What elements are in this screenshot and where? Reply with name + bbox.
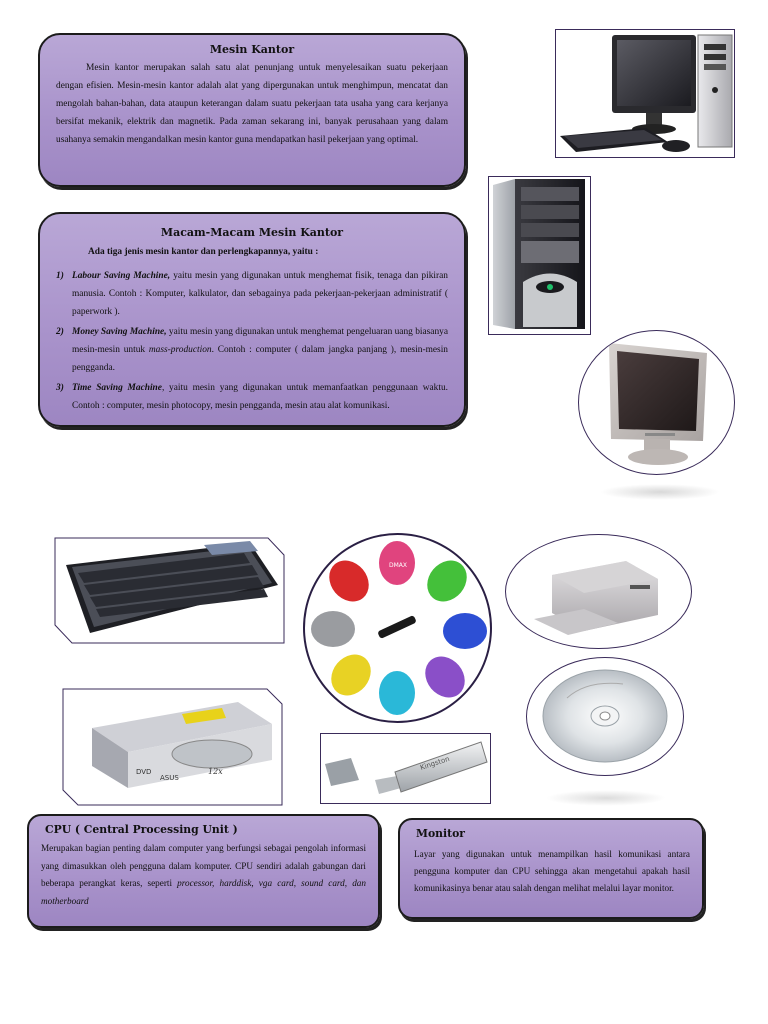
machine-types-list xyxy=(56,267,448,415)
cpu-box xyxy=(27,814,380,928)
macam-mesin-title: Macam-Macam Mesin Kantor xyxy=(160,226,344,239)
term-time-saving: Time Saving Machine xyxy=(72,383,162,393)
monitor-title: Monitor xyxy=(416,827,465,840)
monitor-shadow xyxy=(600,484,720,500)
dvd-drive-image xyxy=(62,688,283,806)
monitor-image xyxy=(578,330,735,475)
cpu-title: CPU ( Central Processing Unit ) xyxy=(45,823,238,836)
flash-brand-label: Kingston xyxy=(419,754,451,772)
cpu-components-text: processor, harddisk, vga card, sound card, dan motherboard xyxy=(41,878,366,906)
mesin-kantor-text: Mesin kantor merupakan salah satu alat penunjang untuk menyelesaikan suatu pekerjaan dengan efisien. Mesin-mesin kantor adalah alat yang dipergunakan untuk menghimpun, mencatat dan mengolah bahan-bahan, data ataupun keterangan dalam suatu pekerjaan tata usaha yang cara kerjanya bersifat mekanik, elektrik dan magnetik. Pada zaman sekarang ini, banyak perusahaan yang dalam usahanya semakin mengandalkan mesin kantor guna mendapatkan hasil pekerjaan yang optimal. xyxy=(56,63,448,145)
list-item xyxy=(56,323,448,377)
printer-icon xyxy=(506,535,691,648)
list-item-text: yaitu mesin yang digunakan untuk menghemat fisik, tenaga dan pikiran manusia. Contoh : Komputer, kalkulator, dan sebagainya pada pekerjaan-pekerjaan administratif ( paperwork ). xyxy=(72,271,448,317)
cd-shadow xyxy=(546,790,666,806)
mesin-kantor-title: Mesin Kantor xyxy=(209,43,295,56)
list-number: 1) xyxy=(56,271,64,281)
keyboard-image xyxy=(54,537,285,644)
flash-drive-icon xyxy=(321,734,490,803)
macam-mesin-intro: Ada tiga jenis mesin kantor dan perlengkapannya, yaitu : xyxy=(88,247,319,257)
desktop-computer-image xyxy=(555,29,735,158)
mice-icon xyxy=(305,535,490,721)
list-item-text: . Contoh : computer ( dalam jangka panjang ), mesin-mesin pengganda. xyxy=(72,345,448,373)
monitor-icon xyxy=(579,331,734,474)
keyboard-icon xyxy=(54,537,285,644)
cd-image xyxy=(526,657,684,776)
term-labour-saving: Labour Saving Machine, xyxy=(72,271,171,281)
mesin-kantor-box xyxy=(38,33,466,187)
dvd-brand-label: ASUS xyxy=(160,774,179,782)
list-item xyxy=(56,379,448,415)
mass-production-text: mass-production xyxy=(148,345,212,355)
cpu-text xyxy=(41,840,366,910)
list-item-text: yaitu mesin yang digunakan untuk menghemat pengeluaran uang biasanya mesin-mesin untuk xyxy=(72,327,448,355)
dvd-logo-label: DVD xyxy=(136,768,152,776)
list-item xyxy=(56,267,448,321)
cd-disc-icon xyxy=(527,658,683,775)
monitor-text: Layar yang digunakan untuk menampilkan hasil komunikasi antara pengguna komputer dan CPU sehingga akan mengetahui apakah hasil komunikasinya benar atau salah dengan melihat melalui layar monitor. xyxy=(414,849,690,893)
desktop-computer-icon xyxy=(556,30,734,157)
dvd-speed-label: 12x xyxy=(208,767,223,776)
cpu-tower-icon xyxy=(489,177,590,334)
printer-image xyxy=(505,534,692,649)
list-number: 3) xyxy=(56,383,64,393)
flash-drive-image xyxy=(320,733,491,804)
term-money-saving: Money Saving Machine, xyxy=(72,327,167,337)
list-number: 2) xyxy=(56,327,64,337)
cpu-tower-image xyxy=(488,176,591,335)
cpu-text-main: Merupakan bagian penting dalam computer yang berfungsi sebagai pengolah informasi yang dimasukkan oleh pengguna dalam komputer. CPU sendiri adalah gabungan dari beberapa perangkat keras, seperti xyxy=(41,843,366,888)
macam-mesin-box xyxy=(38,212,466,427)
dvd-drive-icon xyxy=(62,688,283,806)
monitor-box xyxy=(398,818,704,919)
mouse-collection-image xyxy=(303,533,492,723)
list-item-text: , yaitu mesin yang digunakan untuk memanfaatkan penggunaan waktu. Contoh : computer, mesin photocopy, mesin pengganda, mesin atau alat komunikasi. xyxy=(72,383,448,411)
mouse-brand-label: DMAX xyxy=(389,562,408,569)
